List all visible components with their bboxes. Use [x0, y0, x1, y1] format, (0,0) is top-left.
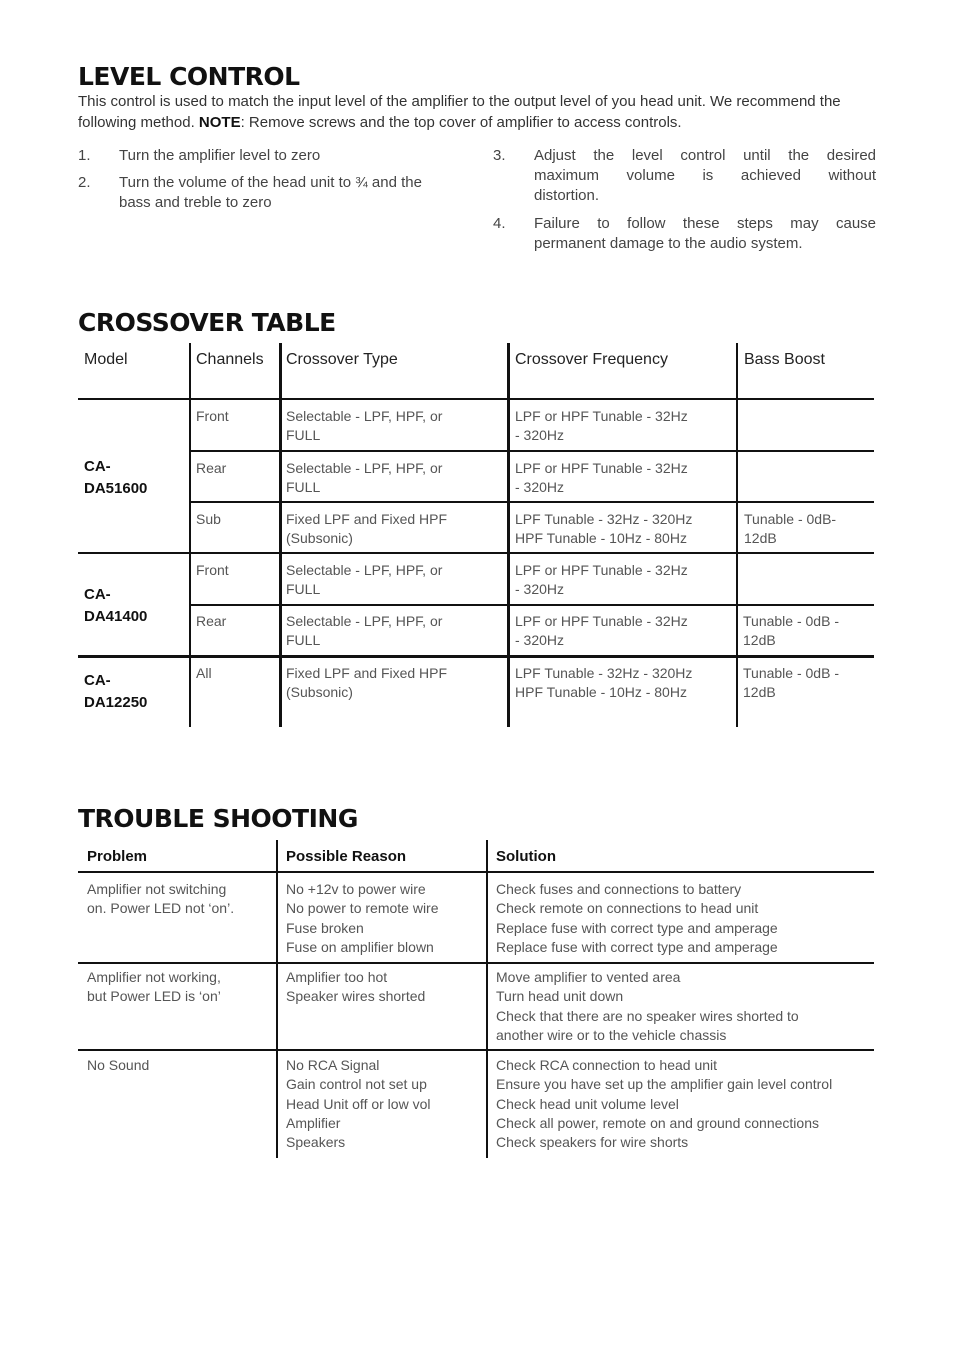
model-line: DA12250 — [84, 694, 148, 711]
model-name — [84, 584, 147, 628]
step-line: maximum volume is achieved without — [534, 167, 876, 184]
level-control-intro — [78, 91, 878, 133]
column-divider — [189, 343, 191, 727]
level-control-title: LEVEL CONTROL — [78, 62, 300, 91]
channel-cell: Sub — [196, 511, 221, 527]
frequency-cell: LPF Tunable - 32Hz - 320Hz HPF Tunable - 10Hz - 80Hz — [515, 665, 693, 700]
row-divider — [78, 398, 874, 400]
column-divider — [279, 343, 282, 727]
row-divider — [78, 1049, 874, 1051]
problem-cell: Amplifier not switching on. Power LED not ‘on’. — [87, 881, 235, 917]
row-divider — [78, 655, 874, 658]
boost-cell: Tunable - 0dB - 12dB — [743, 665, 839, 700]
header-channels: Channels — [196, 351, 264, 368]
step-number: 3. — [493, 147, 506, 164]
intro-text: This control is used to match the input level of the amplifier to the output level of you head unit. We recommend the following method. — [78, 93, 841, 131]
boost-cell: Tunable - 0dB- 12dB — [744, 511, 837, 546]
column-divider — [736, 343, 738, 727]
header-problem: Problem — [87, 848, 148, 865]
model-line: DA51600 — [84, 480, 148, 497]
row-divider — [189, 501, 874, 503]
type-cell: Selectable - LPF, HPF, or FULL — [286, 613, 443, 648]
problem-cell: No Sound — [87, 1057, 150, 1073]
frequency-cell: LPF or HPF Tunable - 32Hz - 320Hz — [515, 460, 688, 495]
type-cell: Fixed LPF and Fixed HPF (Subsonic) — [286, 665, 448, 700]
reason-cell: No RCA Signal Gain control not set up Head Unit off or low vol Amplifier Speakers — [286, 1057, 431, 1151]
type-cell: Selectable - LPF, HPF, or FULL — [286, 562, 443, 597]
crossover-table-title: CROSSOVER TABLE — [78, 308, 336, 337]
header-crossover-frequency: Crossover Frequency — [515, 351, 668, 368]
step-number: 1. — [78, 147, 91, 164]
frequency-cell: LPF or HPF Tunable - 32Hz - 320Hz — [515, 562, 688, 597]
type-cell: Fixed LPF and Fixed HPF (Subsonic) — [286, 511, 448, 546]
step-line: Adjust the level control until the desired — [534, 147, 876, 164]
model-line: DA41400 — [84, 608, 148, 625]
model-line: CA- — [84, 586, 111, 603]
row-divider — [78, 552, 874, 554]
problem-cell: Amplifier not working, but Power LED is ‘on’ — [87, 969, 221, 1005]
step-line: permanent damage to the audio system. — [534, 235, 803, 252]
header-crossover-type: Crossover Type — [286, 351, 398, 368]
frequency-cell: LPF or HPF Tunable - 32Hz - 320Hz — [515, 613, 688, 648]
trouble-shooting-title: TROUBLE SHOOTING — [78, 804, 358, 833]
step-line: Turn the amplifier level to zero — [119, 147, 321, 164]
note-text: : Remove screws and the top cover of amplifier to access controls. — [240, 114, 682, 131]
model-name — [84, 670, 147, 714]
step-line: distortion. — [534, 187, 600, 204]
model-line: CA- — [84, 672, 111, 689]
channel-cell: Front — [196, 562, 229, 578]
header-model: Model — [84, 351, 128, 368]
reason-cell: Amplifier too hot Speaker wires shorted — [286, 969, 426, 1005]
column-divider — [276, 840, 278, 1158]
row-divider — [189, 450, 874, 452]
row-divider — [78, 962, 874, 964]
header-solution: Solution — [496, 848, 556, 865]
boost-cell: Tunable - 0dB - 12dB — [743, 613, 839, 648]
frequency-cell: LPF Tunable - 32Hz - 320Hz HPF Tunable - 10Hz - 80Hz — [515, 511, 693, 546]
column-divider — [486, 840, 488, 1158]
trouble-shooting-table — [78, 840, 874, 1158]
step-line: bass and treble to zero — [119, 194, 272, 211]
solution-cell: Move amplifier to vented area Turn head unit down Check that there are no speaker wires shorted to another wire or to the vehicle chassis — [496, 969, 799, 1043]
channel-cell: Rear — [196, 613, 227, 629]
model-name — [84, 456, 147, 500]
channel-cell: Rear — [196, 460, 227, 476]
type-cell: Selectable - LPF, HPF, or FULL — [286, 408, 443, 443]
step-line: Failure to follow these steps may cause — [534, 215, 876, 232]
step-number: 2. — [78, 174, 91, 191]
reason-cell: No +12v to power wire No power to remote wire Fuse broken Fuse on amplifier blown — [286, 881, 439, 955]
column-divider — [507, 343, 510, 727]
header-bass-boost: Bass Boost — [744, 351, 825, 368]
crossover-table — [78, 343, 874, 727]
step-number: 4. — [493, 215, 506, 232]
row-divider — [189, 604, 874, 606]
channel-cell: Front — [196, 408, 229, 424]
model-line: CA- — [84, 458, 111, 475]
step-line: Turn the volume of the head unit to ¾ and the — [119, 174, 422, 191]
type-cell: Selectable - LPF, HPF, or FULL — [286, 460, 443, 495]
row-divider — [78, 871, 874, 873]
header-possible-reason: Possible Reason — [286, 848, 407, 865]
note-label: NOTE — [198, 114, 241, 131]
channel-cell: All — [196, 665, 212, 681]
solution-cell: Check RCA connection to head unit Ensure you have set up the amplifier gain level control Check head unit volume level Check all power, remote on and ground connections Check speakers for wire shorts — [496, 1057, 833, 1151]
frequency-cell: LPF or HPF Tunable - 32Hz - 320Hz — [515, 408, 688, 443]
solution-cell: Check fuses and connections to battery Check remote on connections to head unit Replace fuse with correct type and amperage Replace fuse with correct type and amperage — [496, 881, 778, 955]
